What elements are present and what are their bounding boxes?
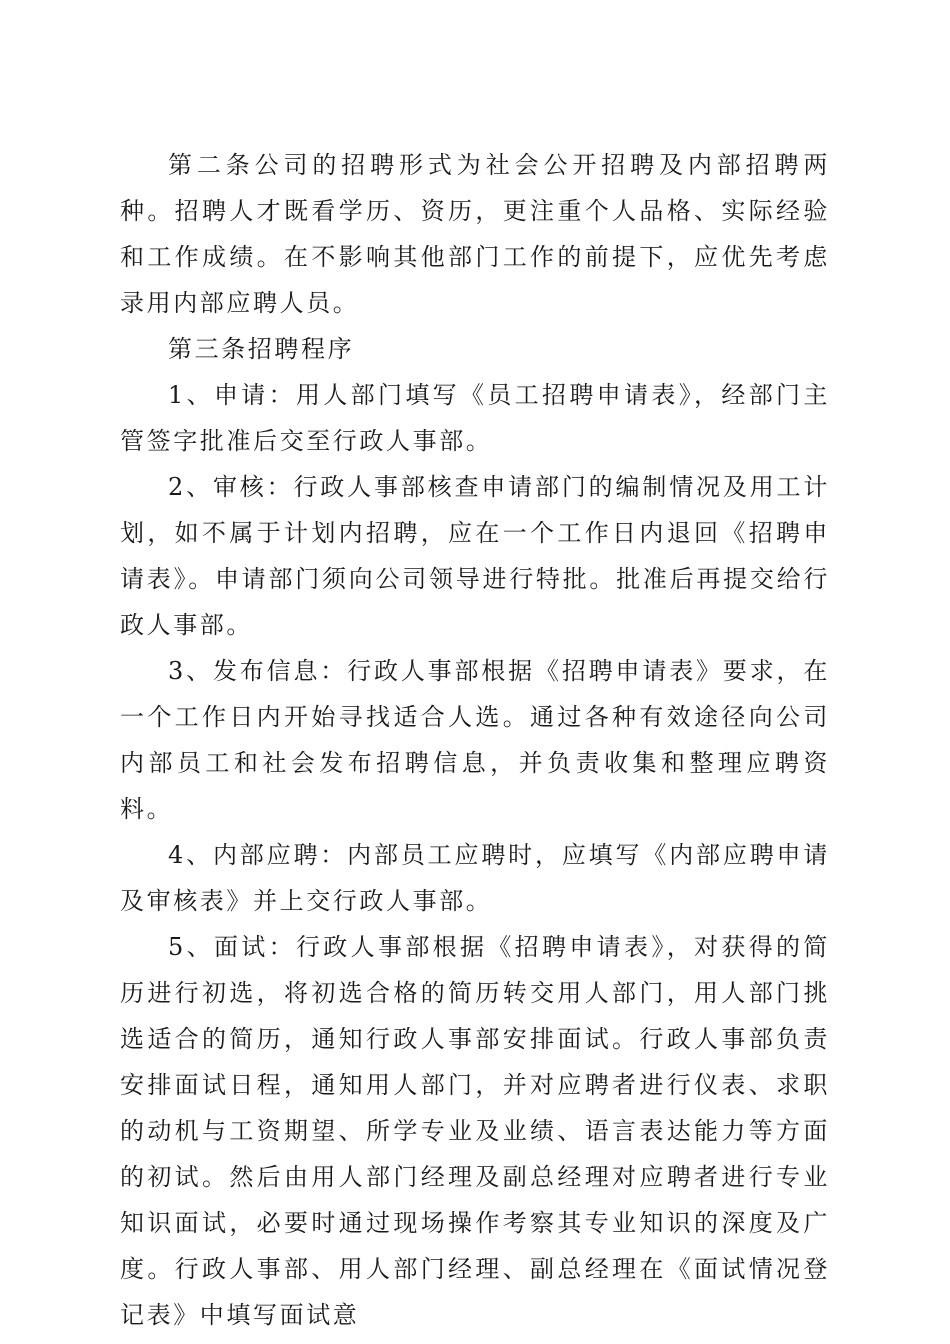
document-body (120, 142, 830, 1338)
paragraph-article-3-heading: 第三条招聘程序 (168, 335, 355, 363)
paragraph-step-publish: 3、发布信息：行政人事部根据《招聘申请表》要求，在一个工作日内开始寻找适合人选。通过各种有效途径向公司内部员工和社会发布招聘信息，并负责收集和整理应聘资料。 (120, 657, 830, 823)
paragraph-step-internal: 4、内部应聘：内部员工应聘时，应填写《内部应聘申请及审核表》并上交行政人事部。 (120, 841, 830, 915)
paragraph-step-review: 2、审核：行政人事部核查申请部门的编制情况及用工计划，如不属于计划内招聘，应在一个工作日内退回《招聘申请表》。申请部门须向公司领导进行特批。批准后再提交给行政人事部。 (120, 473, 830, 639)
paragraph-step-interview: 5、面试：行政人事部根据《招聘申请表》，对获得的简历进行初选，将初选合格的简历转交用人部门，用人部门挑选适合的简历，通知行政人事部安排面试。行政人事部负责安排面试日程，通知用人部门，并对应聘者进行仪表、求职的动机与工资期望、所学专业及业绩、语言表达能力等方面的初试。然后由用人部门经理及副总经理对应聘者进行专业知识面试，必要时通过现场操作考察其专业知识的深度及广度。行政人事部、用人部门经理、副总经理在《面试情况登记表》中填写面试意 (120, 933, 830, 1329)
paragraph-article-2: 第二条公司的招聘形式为社会公开招聘及内部招聘两种。招聘人才既看学历、资历，更注重个人品格、实际经验和工作成绩。在不影响其他部门工作的前提下，应优先考虑录用内部应聘人员。 (120, 151, 830, 317)
paragraph-step-application: 1、申请：用人部门填写《员工招聘申请表》，经部门主管签字批准后交至行政人事部。 (120, 381, 830, 455)
